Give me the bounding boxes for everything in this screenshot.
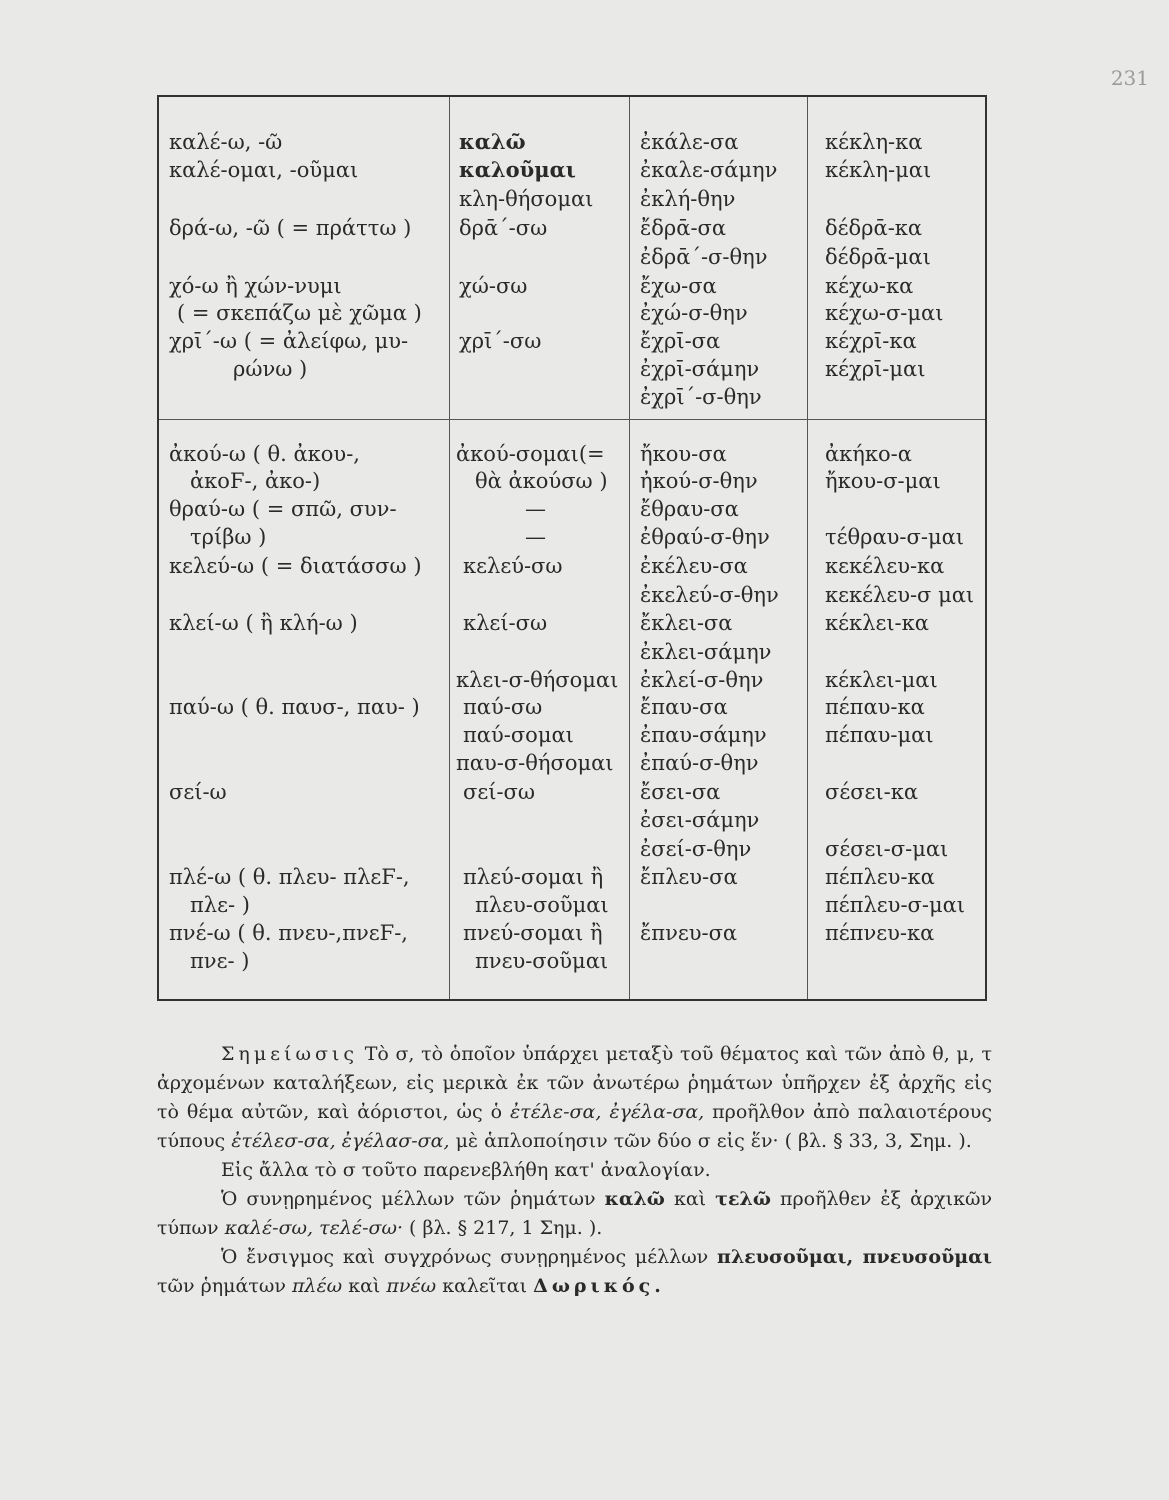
perfect-form: δέδρᾱ-κα	[825, 216, 923, 240]
example-form: πλευσοῦμαι, πνευσοῦμαι	[717, 1246, 992, 1268]
aorist-form: ἐσεί-σ-θην	[640, 837, 752, 861]
present-form: κλεί-ω ( ἢ κλή-ω )	[169, 611, 358, 635]
perfect-form: πέπαυ-κα	[825, 695, 925, 719]
note-text: τῶν ῥημάτων	[157, 1275, 286, 1297]
aorist-form: ἠκού-σ-θην	[640, 469, 758, 493]
example-form: ἐτέλε-σα,	[509, 1101, 602, 1123]
perfect-form: πέπνευ-κα	[825, 921, 935, 945]
perfect-form: κέχω-σ-μαι	[825, 301, 944, 325]
column-divider	[449, 97, 450, 999]
column-divider	[629, 97, 630, 999]
present-form: πλέ-ω ( θ. πλευ- πλεϜ-,	[169, 865, 410, 889]
present-form: θραύ-ω ( = σπῶ, συν-	[169, 497, 397, 521]
example-form: καλέ-σω, τελέ-σω·	[224, 1217, 403, 1239]
perfect-form: κέκλει-κα	[825, 611, 929, 635]
future-form: δρᾱ΄-σω	[459, 216, 548, 240]
aorist-form: ἔκλει-σα	[640, 611, 733, 635]
note-text: Εἰς ἄλλα τὸ σ τοῦτο παρενεβλήθη κατ' ἀναλογίαν.	[221, 1159, 711, 1181]
note-paragraph	[157, 1040, 992, 1156]
aorist-form: ἐσει-σάμην	[640, 808, 760, 832]
present-form: χό-ω ἢ χών-νυμι	[169, 274, 342, 298]
note-text: προῆλθεν ἐξ ἀρχικῶν τύπων	[157, 1188, 992, 1239]
note-text: καὶ	[673, 1188, 707, 1210]
future-form: παύ-σω	[463, 695, 543, 719]
aorist-form: ἔπαυ-σα	[640, 695, 728, 719]
note-paragraph	[157, 1185, 992, 1243]
row-divider	[159, 419, 985, 420]
column-divider	[807, 97, 808, 999]
aorist-form: ἐκλή-θην	[640, 187, 736, 211]
aorist-form: ἐχώ-σ-θην	[640, 301, 748, 325]
present-form: ἀκοϜ-, ἀκο-)	[190, 469, 321, 493]
future-form: πλεύ-σομαι ἢ	[463, 865, 604, 889]
aorist-form: ἔπνευ-σα	[640, 921, 738, 945]
aorist-form: ἐδρᾱ΄-σ-θην	[640, 245, 768, 269]
perfect-form: δέδρᾱ-μαι	[825, 245, 931, 269]
perfect-form: σέσει-σ-μαι	[825, 837, 949, 861]
note-paragraph	[157, 1156, 992, 1185]
present-form: ρώνω )	[233, 357, 308, 381]
perfect-form: τέθραυ-σ-μαι	[825, 525, 965, 549]
present-form: σεί-ω	[169, 780, 227, 804]
note-text: καλεῖται	[442, 1275, 528, 1297]
future-form: —	[525, 525, 546, 549]
example-form: ἐγέλα-σα,	[609, 1101, 705, 1123]
perfect-form: πέπλευ-κα	[825, 865, 935, 889]
note-text: ( βλ. § 217, 1 Σημ. ).	[409, 1217, 603, 1239]
notes-section	[157, 1040, 992, 1301]
example-form: ἐγέλασ-σα,	[341, 1130, 450, 1152]
note-text: Ὁ ἔνσιγμος καὶ συγχρόνως συνῃρημένος μέλλων	[221, 1246, 709, 1268]
future-form: καλοῦμαι	[459, 157, 576, 182]
future-form: πλευ-σοῦμαι	[475, 893, 609, 917]
note-text: προῆλθον ἀπὸ παλαιοτέρους τύπους	[157, 1101, 992, 1152]
aorist-form: ἐπαύ-σ-θην	[640, 751, 759, 775]
aorist-form: ἐθραύ-σ-θην	[640, 525, 770, 549]
aorist-form: ἔπλευ-σα	[640, 865, 738, 889]
present-form: παύ-ω ( θ. παυσ-, παυ- )	[169, 695, 420, 719]
present-form: κελεύ-ω ( = διατάσσω )	[169, 554, 422, 578]
aorist-form: ἐχρῑ-σάμην	[640, 357, 760, 381]
future-form: κελεύ-σω	[463, 554, 563, 578]
present-form: καλέ-ομαι, -οῦμαι	[169, 158, 359, 182]
aorist-form: ἐκλεί-σ-θην	[640, 668, 764, 692]
example-form: τελῶ	[715, 1188, 771, 1210]
aorist-form: ἐκλει-σάμην	[640, 640, 772, 664]
future-form: χώ-σω	[459, 274, 528, 298]
future-form: παυ-σ-θήσομαι	[456, 751, 614, 775]
note-text: μὲ ἁπλοποίησιν τῶν δύο σ εἰς ἕν· ( βλ. § 33, 3, Σημ. ).	[455, 1130, 972, 1152]
future-form: καλῶ	[459, 129, 526, 154]
present-form: ( = σκεπάζω μὲ χῶμα )	[177, 301, 422, 325]
example-form: πλέω	[291, 1275, 343, 1297]
future-form: παύ-σομαι	[463, 723, 574, 747]
perfect-form: κέκλη-κα	[825, 130, 923, 154]
aorist-form: ἔδρᾱ-σα	[640, 216, 727, 240]
perfect-form: πέπαυ-μαι	[825, 723, 934, 747]
present-form: τρίβω )	[190, 525, 267, 549]
future-form: —	[525, 497, 546, 521]
perfect-form: κέχρῑ-κα	[825, 329, 917, 353]
note-text: Τὸ σ, τὸ ὁποῖον ὑπάρχει μεταξὺ τοῦ θέματος καὶ τῶν ἀπὸ θ, μ, τ ἀρχομένων καταλήξεων, εἰς μερικὰ ἐκ τῶν ἀνωτέρω ῥημάτων ὑπῆρχεν ἐξ ἀρχῆς εἰς τὸ θέμα αὐτῶν, καὶ ἀόριστοι, ὡς ὁ	[157, 1043, 992, 1123]
future-form: κλεί-σω	[463, 611, 548, 635]
aorist-form: ἔθραυ-σα	[640, 497, 739, 521]
present-form: καλέ-ω, -ῶ	[169, 130, 283, 154]
present-form: δρά-ω, -ῶ ( = πράττω )	[169, 216, 412, 240]
note-paragraph	[157, 1243, 992, 1301]
future-form: πνευ-σοῦμαι	[475, 949, 609, 973]
perfect-form: σέσει-κα	[825, 780, 919, 804]
future-form: σεί-σω	[463, 780, 536, 804]
present-form: πνε- )	[190, 949, 250, 973]
aorist-form: ἐκελεύ-σ-θην	[640, 583, 779, 607]
perfect-form: κεκέλευ-κα	[825, 554, 945, 578]
future-form: πνεύ-σομαι ἢ	[463, 921, 603, 945]
present-form: πνέ-ω ( θ. πνευ-,πνεϜ-,	[169, 921, 408, 945]
perfect-form: ἀκήκο-α	[825, 442, 912, 466]
perfect-form: κεκέλευ-σ μαι	[825, 583, 975, 607]
aorist-form: ἔχω-σα	[640, 274, 717, 298]
perfect-form: πέπλευ-σ-μαι	[825, 893, 966, 917]
aorist-form: ἤκου-σα	[640, 442, 727, 466]
aorist-form: ἐκάλε-σα	[640, 130, 739, 154]
present-form: πλε- )	[190, 893, 250, 917]
note-emphasis: Δωρικός.	[533, 1275, 665, 1297]
perfect-form: κέχω-κα	[825, 274, 914, 298]
aorist-form: ἐχρῑ΄-σ-θην	[640, 385, 762, 409]
aorist-form: ἐκέλευ-σα	[640, 554, 748, 578]
present-form: ἀκού-ω ( θ. ἀκου-,	[169, 442, 360, 466]
note-text: Ὁ συνῃρημένος μέλλων τῶν ῥημάτων	[221, 1188, 596, 1210]
perfect-form: κέχρῑ-μαι	[825, 357, 926, 381]
perfect-form: κέκλει-μαι	[825, 668, 938, 692]
future-form: θὰ ἀκούσω )	[475, 469, 608, 493]
aorist-form: ἔσει-σα	[640, 780, 721, 804]
future-form: κλη-θήσομαι	[459, 187, 594, 211]
example-form: πνέω	[386, 1275, 437, 1297]
present-form: χρῑ΄-ω ( = ἀλείφω, μυ-	[169, 329, 409, 353]
page-number: 231	[1110, 66, 1149, 90]
aorist-form: ἔχρῑ-σα	[640, 329, 721, 353]
future-form: κλει-σ-θήσομαι	[456, 668, 619, 692]
aorist-form: ἐπαυ-σάμην	[640, 723, 767, 747]
verb-principal-parts-table	[157, 95, 987, 1001]
perfect-form: κέκλη-μαι	[825, 158, 932, 182]
future-form: ἀκού-σομαι(=	[456, 442, 605, 466]
note-text: καὶ	[348, 1275, 381, 1297]
aorist-form: ἐκαλε-σάμην	[640, 158, 778, 182]
note-heading: Σημείωσις	[221, 1043, 359, 1065]
example-form: ἐτέλεσ-σα,	[231, 1130, 336, 1152]
future-form: χρῑ΄-σω	[459, 329, 542, 353]
example-form: καλῶ	[604, 1188, 665, 1210]
perfect-form: ἤκου-σ-μαι	[825, 469, 941, 493]
